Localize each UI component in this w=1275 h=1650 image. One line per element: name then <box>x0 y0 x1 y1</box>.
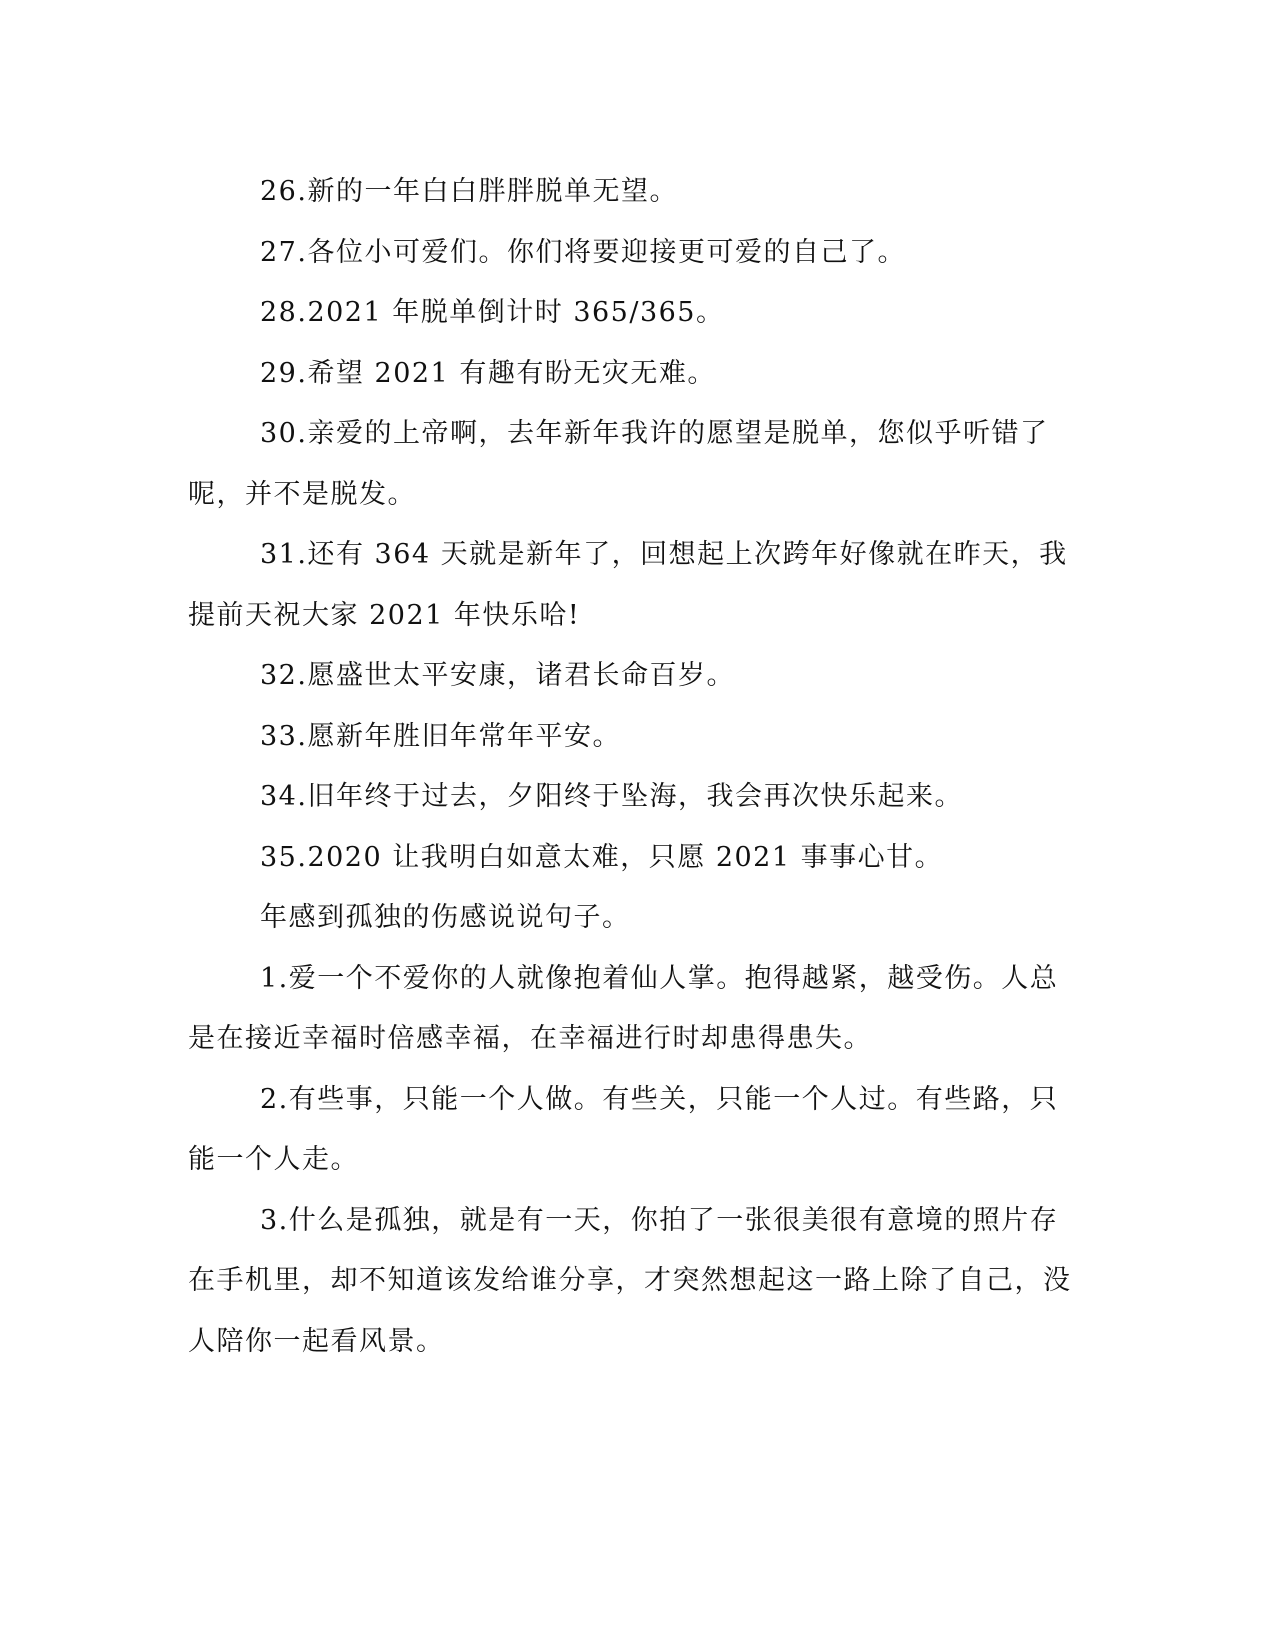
paragraph-35: 35.2020 让我明白如意太难，只愿 2021 事事心甘。 <box>260 841 944 873</box>
section-heading: 年感到孤独的伤感说说句子。 <box>260 902 631 933</box>
paragraph-2: 2.有些事，只能一个人做。有些关，只能一个人过。有些路，只能一个人走。 <box>188 1083 1059 1175</box>
body-text <box>188 162 1078 1372</box>
paragraph-33: 33.愿新年胜旧年常年平安。 <box>260 720 621 752</box>
paragraph-29: 29.希望 2021 有趣有盼无灾无难。 <box>260 357 716 389</box>
paragraph-34: 34.旧年终于过去，夕阳终于坠海，我会再次快乐起来。 <box>260 781 963 812</box>
paragraph-27: 27.各位小可爱们。你们将要迎接更可爱的自己了。 <box>260 236 906 268</box>
paragraph-30: 30.亲爱的上帝啊，去年新年我许的愿望是脱单，您似乎听错了呢，并不是脱发。 <box>188 418 1049 510</box>
paragraph-26: 26.新的一年白白胖胖脱单无望。 <box>260 176 678 207</box>
paragraph-3: 3.什么是孤独，就是有一天，你拍了一张很美很有意境的照片存在手机里，却不知道该发给谁分享，才突然想起这一路上除了自己，没人陪你一起看风景。 <box>188 1204 1072 1357</box>
paragraph-28: 28.2021 年脱单倒计时 365/365。 <box>260 297 725 328</box>
paragraph-1: 1.爱一个不爱你的人就像抱着仙人掌。抱得越紧，越受伤。人总是在接近幸福时倍感幸福，在幸福进行时却患得患失。 <box>188 962 1059 1054</box>
paragraph-32: 32.愿盛世太平安康，诸君长命百岁。 <box>260 660 735 691</box>
paragraph-31: 31.还有 364 天就是新年了，回想起上次跨年好像就在昨天，我提前天祝大家 2021 年快乐哈! <box>188 539 1068 631</box>
